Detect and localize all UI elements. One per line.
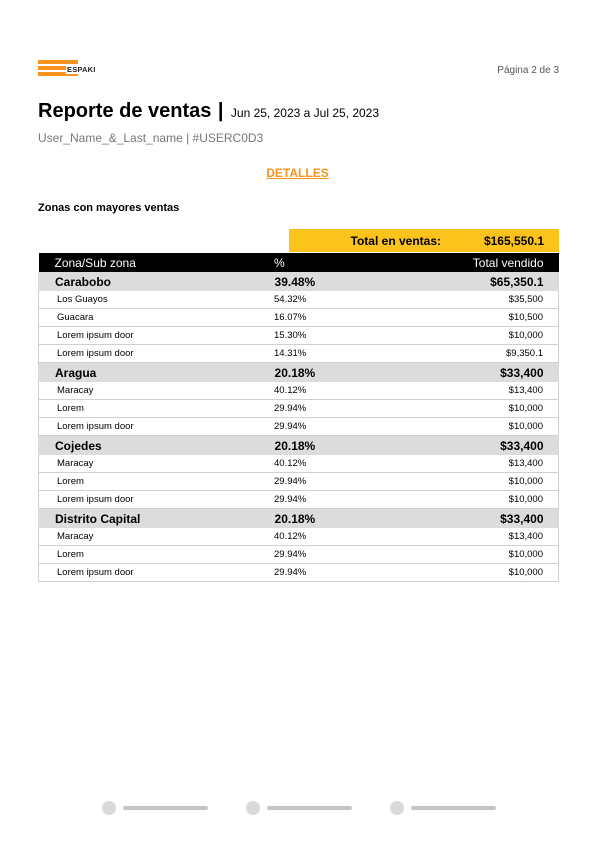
subzone-row (39, 491, 559, 509)
subzone-row (39, 418, 559, 436)
subzone-percent: 40.12% (274, 455, 434, 473)
subzone-row (39, 455, 559, 473)
zone-name: Carabobo (39, 272, 275, 291)
total-sales-box (289, 229, 559, 252)
subzone-row (39, 327, 559, 345)
report-header (38, 100, 379, 123)
footer-line (267, 806, 352, 810)
section-title: Zonas con mayores ventas (38, 202, 180, 214)
subzone-total: $10,000 (434, 400, 559, 418)
subzone-percent: 29.94% (274, 418, 434, 436)
subzone-percent: 29.94% (274, 564, 434, 582)
subzone-total: $35,500 (434, 291, 559, 309)
total-sales-label: Total en ventas: (350, 234, 441, 248)
subzone-total: $13,400 (434, 528, 559, 546)
subzone-percent: 29.94% (274, 400, 434, 418)
logo-text: ESPAKI (67, 65, 96, 74)
subzone-total: $10,500 (434, 309, 559, 327)
zone-name: Distrito Capital (39, 509, 275, 529)
logo-bar-middle (38, 66, 66, 70)
subzone-name: Lorem ipsum door (39, 418, 275, 436)
zone-total: $65,350.1 (434, 272, 559, 291)
subzone-name: Los Guayos (39, 291, 275, 309)
subzone-percent: 15.30% (274, 327, 434, 345)
subzone-name: Lorem ipsum door (39, 564, 275, 582)
zone-row (39, 436, 559, 456)
zone-percent: 39.48% (274, 272, 434, 291)
footer-line (411, 806, 496, 810)
subzone-total: $10,000 (434, 327, 559, 345)
table-header-row (39, 253, 559, 272)
subzone-row (39, 309, 559, 327)
subzone-total: $13,400 (434, 382, 559, 400)
subzone-percent: 14.31% (274, 345, 434, 363)
zone-name: Cojedes (39, 436, 275, 456)
zone-percent: 20.18% (274, 509, 434, 529)
zone-total: $33,400 (434, 436, 559, 456)
subzone-total: $10,000 (434, 491, 559, 509)
subzone-row (39, 546, 559, 564)
subzone-row (39, 291, 559, 309)
zone-total: $33,400 (434, 363, 559, 383)
report-date-range: Jun 25, 2023 a Jul 25, 2023 (230, 106, 380, 120)
subzone-name: Lorem (39, 473, 275, 491)
subzone-name: Lorem ipsum door (39, 491, 275, 509)
subzone-row (39, 345, 559, 363)
subzone-row (39, 473, 559, 491)
subzone-name: Lorem ipsum door (39, 345, 275, 363)
espaki-logo (38, 60, 98, 82)
header-zone: Zona/Sub zona (39, 253, 275, 272)
sales-table (38, 253, 559, 582)
header-total: Total vendido (434, 253, 559, 272)
subzone-total: $10,000 (434, 473, 559, 491)
subzone-total: $13,400 (434, 455, 559, 473)
footer-dot (246, 801, 260, 815)
user-info: User_Name_&_Last_name | #USERC0D3 (38, 131, 264, 145)
logo-bar-top (38, 60, 78, 64)
subzone-name: Guacara (39, 309, 275, 327)
total-sales-value: $165,550.1 (483, 234, 544, 248)
subzone-name: Maracay (39, 382, 275, 400)
details-link[interactable]: DETALLES (266, 166, 329, 180)
zone-percent: 20.18% (274, 436, 434, 456)
subzone-percent: 16.07% (274, 309, 434, 327)
page-number: Página 2 de 3 (497, 65, 559, 76)
subzone-row (39, 382, 559, 400)
subzone-percent: 54.32% (274, 291, 434, 309)
subzone-percent: 29.94% (274, 473, 434, 491)
subzone-name: Maracay (39, 455, 275, 473)
subzone-total: $10,000 (434, 564, 559, 582)
title-separator: | (217, 100, 224, 122)
subzone-row (39, 400, 559, 418)
zone-row (39, 272, 559, 291)
subzone-percent: 40.12% (274, 528, 434, 546)
zone-total: $33,400 (434, 509, 559, 529)
subzone-row (39, 528, 559, 546)
subzone-row (39, 564, 559, 582)
subzone-name: Lorem (39, 546, 275, 564)
zone-name: Aragua (39, 363, 275, 383)
subzone-total: $9,350.1 (434, 345, 559, 363)
zone-percent: 20.18% (274, 363, 434, 383)
subzone-name: Lorem ipsum door (39, 327, 275, 345)
zone-row (39, 363, 559, 383)
footer-dot (102, 801, 116, 815)
subzone-percent: 29.94% (274, 546, 434, 564)
subzone-total: $10,000 (434, 546, 559, 564)
subzone-total: $10,000 (434, 418, 559, 436)
subzone-name: Maracay (39, 528, 275, 546)
subzone-percent: 29.94% (274, 491, 434, 509)
footer-dot (390, 801, 404, 815)
footer-line (123, 806, 208, 810)
report-title: Reporte de ventas (38, 100, 212, 122)
subzone-percent: 40.12% (274, 382, 434, 400)
subzone-name: Lorem (39, 400, 275, 418)
header-percent: % (274, 253, 434, 272)
zone-row (39, 509, 559, 529)
